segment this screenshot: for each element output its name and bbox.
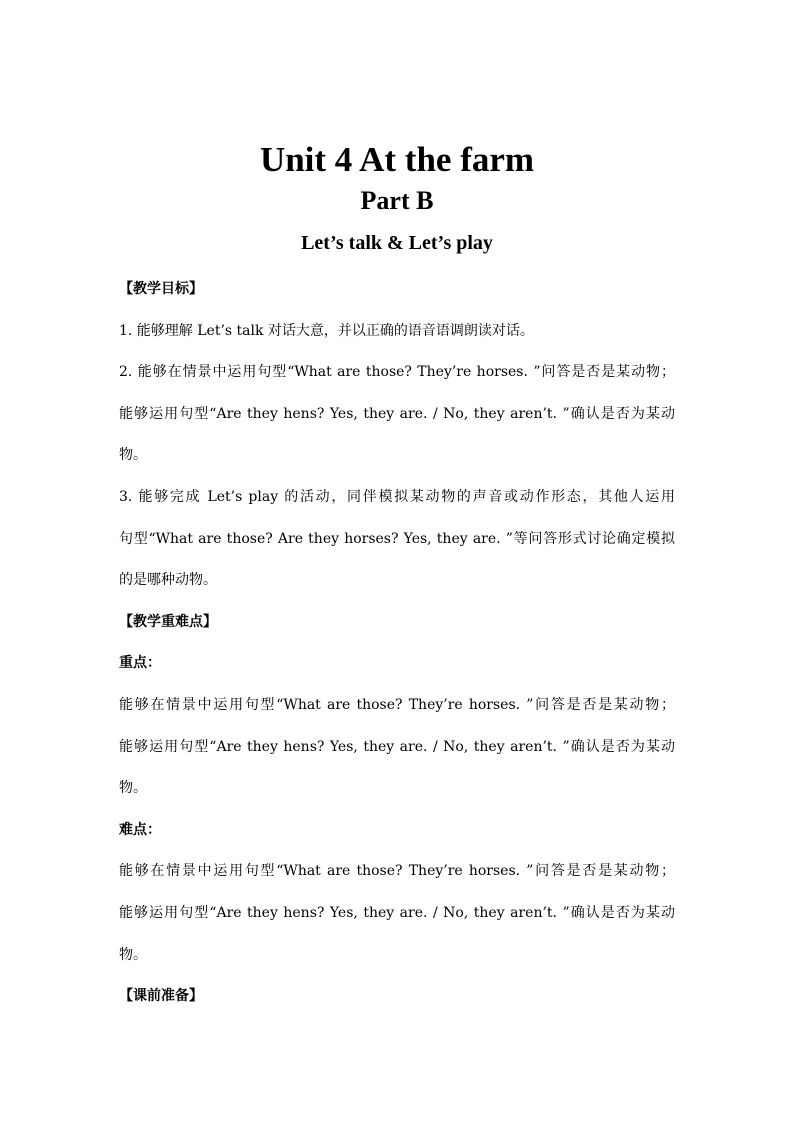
difficult-point-line-2: 能够运用句型“Are they hens? Yes, they are. / No, they aren’t. ”确认是否为某动 bbox=[119, 904, 675, 921]
document-part: Part B bbox=[360, 186, 434, 215]
preparation-heading: 【课前准备】 bbox=[119, 988, 203, 1005]
key-point-label: 重点： bbox=[119, 655, 161, 672]
key-point-line-3: 物。 bbox=[119, 780, 147, 797]
objective-item-2-line-2: 能够运用句型“Are they hens? Yes, they are. / No, they aren’t. ”确认是否为某动 bbox=[119, 405, 675, 422]
document-subtitle: Let’s talk & Let’s play bbox=[301, 232, 493, 254]
key-point-line-2: 能够运用句型“Are they hens? Yes, they are. / No, they aren’t. ”确认是否为某动 bbox=[119, 738, 675, 755]
objective-item-3-line-3: 的是哪种动物。 bbox=[119, 572, 217, 589]
objective-item-2-line-3: 物。 bbox=[119, 447, 147, 464]
objective-item-3-line-2: 句型“What are those? Are they horses? Yes, they are. ”等问答形式讨论确定模拟 bbox=[119, 530, 675, 547]
document-body bbox=[119, 269, 675, 1018]
difficult-point-label: 难点： bbox=[119, 821, 161, 838]
key-point-line-1: 能够在情景中运用句型“What are those? They’re horses. ”问答是否是某动物； bbox=[119, 696, 675, 713]
document-title: Unit 4 At the farm bbox=[259, 140, 535, 179]
objective-item-2-line-1: 2. 能够在情景中运用句型“What are those? They’re horses. ”问答是否是某动物； bbox=[119, 364, 675, 381]
key-difficult-heading: 【教学重难点】 bbox=[119, 613, 217, 630]
difficult-point-line-1: 能够在情景中运用句型“What are those? They’re horses. ”问答是否是某动物； bbox=[119, 863, 675, 880]
difficult-point-line-3: 物。 bbox=[119, 946, 147, 963]
objectives-heading: 【教学目标】 bbox=[119, 281, 203, 297]
objective-item-3-line-1: 3. 能够完成 Let’s play 的活动，同伴模拟某动物的声音或动作形态，其他人运用 bbox=[119, 488, 675, 505]
objective-item-1: 1. 能够理解 Let’s talk 对话大意，并以正确的语音语调朗读对话。 bbox=[119, 322, 534, 339]
